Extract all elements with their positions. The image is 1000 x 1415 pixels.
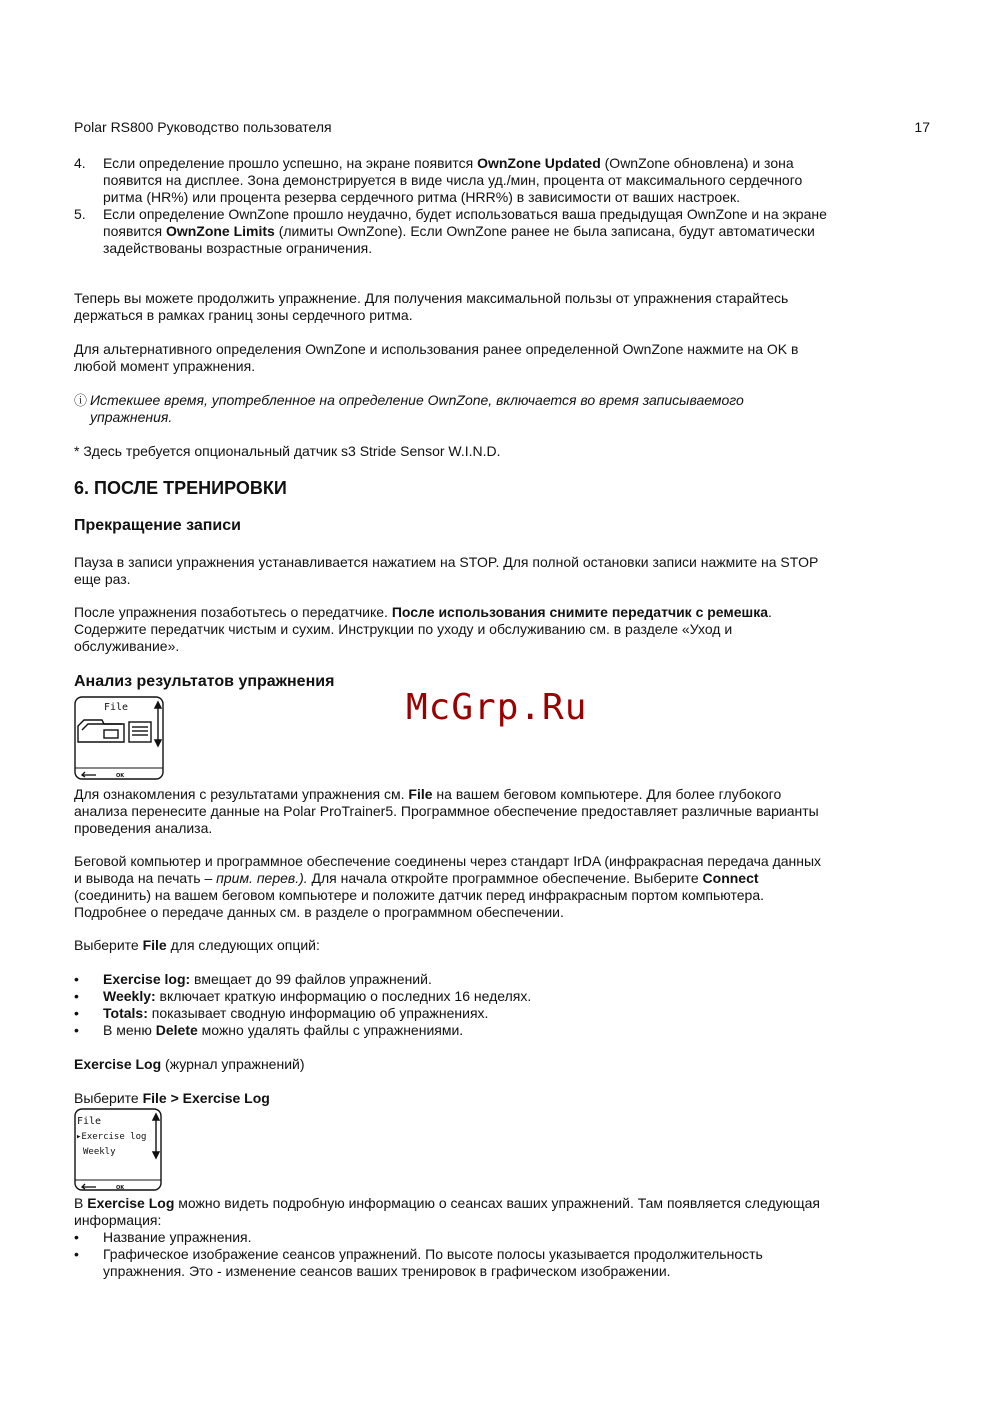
bullet-icon: • xyxy=(74,971,79,987)
paragraph-alternative: Для альтернативного определения OwnZone и использования ранее определенной OwnZone нажмите на OK в любой момент упражнения. xyxy=(74,341,799,374)
text-span: . Содержите передатчик чистым и сухим. Инструкции по уходу и обслуживанию см. в разделе «Уход и обслуживание». xyxy=(74,604,772,654)
text-span: Выберите xyxy=(74,937,143,953)
note-text: Истекшее время, употребленное на определение OwnZone, включается во время записываемого упражнения. xyxy=(90,392,744,425)
step-item xyxy=(74,155,844,206)
text-span: (журнал упражнений) xyxy=(161,1056,305,1072)
text-span: на вашем беговом компьютере. Для более глубокого анализа перенесите данные на Polar ProTrainer5. Программное обеспечение предоставляет различные варианты проведения анализа. xyxy=(74,786,819,836)
device-label-file: File xyxy=(104,702,129,713)
paragraph-file xyxy=(74,786,834,837)
file-options-list xyxy=(74,971,834,1039)
device-line-weekly: Weekly xyxy=(83,1147,116,1157)
text-span: Выберите xyxy=(74,1090,143,1106)
note xyxy=(74,392,814,426)
bullet-icon: • xyxy=(74,1022,79,1038)
info-icon: ⓘ xyxy=(74,393,88,408)
text-span: Для ознакомления с результатами упражнения см. xyxy=(74,786,409,802)
paragraph-stop: Пауза в записи упражнения устанавливается нажатием на STOP. Для полной остановки записи нажмите на STOP еще раз. xyxy=(74,554,819,587)
step-text: (OwnZone обновлена) и зона появится на дисплее. Зона демонстрируется в виде числа уд./мин, процента от максимального сердечного ритма (HR%) или процента резерва сердечного ритма (HRR%) в зависимости от ваших настроек. xyxy=(103,155,803,205)
text-span: Графическое изображение сеансов упражнений. По высоте полосы указывается продолжительность упражнения. Это - изменение сеансов ваших тренировок в графическом изображении. xyxy=(103,1246,763,1279)
paragraph-continue: Теперь вы можете продолжить упражнение. Для получения максимальной пользы от упражнения старайтесь держаться в рамках границ зоны сердечного ритма. xyxy=(74,290,789,323)
bold-span: Connect xyxy=(702,870,759,886)
text-span: В меню xyxy=(103,1022,156,1038)
text-span: можно удалять файлы с упражнениями. xyxy=(197,1022,464,1038)
bold-span: Exercise Log xyxy=(74,1056,162,1072)
list-item xyxy=(74,1246,834,1280)
ok-label: OK xyxy=(116,773,125,779)
step-number: 4. xyxy=(74,155,86,171)
text-span: Для начала откройте программное обеспечение. Выберите xyxy=(307,870,703,886)
step-item xyxy=(74,206,844,257)
subsection-title-stop: Прекращение записи xyxy=(74,517,241,534)
header-title: Polar RS800 Руководство пользователя xyxy=(74,119,332,135)
paragraph-log-info xyxy=(74,1195,834,1229)
text-span: После упражнения позаботьтесь о передатчике. xyxy=(74,604,392,620)
text-span: Беговой компьютер и программное обеспечение соединены через стандарт IrDA (инфракрасная передача данных и вывода на печать – xyxy=(74,853,822,886)
paragraph-select-file xyxy=(74,937,320,954)
step-number: 5. xyxy=(74,206,86,222)
text-span: можно видеть подробную информацию о сеансах ваших упражнений. Там появляется следующая информация: xyxy=(74,1195,821,1228)
paragraph-exercise-log xyxy=(74,1056,305,1073)
bold-span: File xyxy=(408,786,433,802)
paragraph-irda xyxy=(74,853,824,921)
bullet-icon: • xyxy=(74,988,79,1004)
step-text: Если определение OwnZone прошло неудачно, будет использоваться ваша предыдущая OwnZone и на экране появится xyxy=(103,206,827,239)
bullet-icon: • xyxy=(74,1246,79,1262)
text-span: (соединить) на вашем беговом компьютере и положите датчик перед инфракрасным портом компьютера. Подробнее о передаче данных см. в разделе о программном обеспечении. xyxy=(74,887,764,920)
bold-span: Weekly: xyxy=(103,988,156,1004)
bold-span: Delete xyxy=(155,1022,198,1038)
log-info-list xyxy=(74,1229,834,1280)
bullet-icon: • xyxy=(74,1005,79,1021)
text-span: показывает сводную информацию об упражнениях. xyxy=(147,1005,489,1021)
device-screen xyxy=(74,1108,164,1192)
section-title: 6. ПОСЛЕ ТРЕНИРОВКИ xyxy=(74,478,287,498)
bold-span: Exercise Log xyxy=(87,1195,175,1211)
device-line-exercise-log: ▸Exercise log xyxy=(76,1132,147,1142)
text-span: вмещает до 99 файлов упражнений. xyxy=(190,971,432,987)
footnote: * Здесь требуется опциональный датчик s3 Stride Sensor W.I.N.D. xyxy=(74,443,501,459)
ok-label: OK xyxy=(116,1185,125,1191)
paragraph-transmitter xyxy=(74,604,834,655)
list-item xyxy=(74,971,834,988)
page-number: 17 xyxy=(914,119,930,135)
subsection-title-analysis: Анализ результатов упражнения xyxy=(74,673,335,690)
list-item xyxy=(74,988,834,1005)
device-display-file xyxy=(74,696,164,780)
page-header xyxy=(74,119,930,135)
device-line-file: File xyxy=(77,1116,102,1127)
bold-span: File xyxy=(142,937,167,953)
device-screen xyxy=(74,696,164,780)
bullet-icon: • xyxy=(74,1229,79,1245)
device-display-exercise-log xyxy=(74,1108,164,1192)
text-span: для следующих опций: xyxy=(166,937,320,953)
bold-span: Totals: xyxy=(103,1005,148,1021)
list-item xyxy=(74,1022,834,1039)
italic-span: прим. перев.). xyxy=(216,870,308,886)
bold-span: После использования снимите передатчик с ремешка xyxy=(391,604,769,620)
step-bold: OwnZone Updated xyxy=(477,155,601,171)
steps-list xyxy=(74,155,844,257)
step-bold: OwnZone Limits xyxy=(165,223,275,239)
watermark: McGrp.Ru xyxy=(406,687,588,728)
bold-span: File > Exercise Log xyxy=(142,1090,270,1106)
text-span: включает краткую информацию о последних 16 неделях. xyxy=(155,988,532,1004)
text-span: Название упражнения. xyxy=(103,1229,252,1245)
list-item xyxy=(74,1005,834,1022)
list-item xyxy=(74,1229,834,1246)
step-text: (лимиты OwnZone). Если OwnZone ранее не была записана, будут автоматически задействованы возрастные ограничения. xyxy=(103,223,815,256)
step-text: Если определение прошло успешно, на экране появится xyxy=(103,155,478,171)
bold-span: Exercise log: xyxy=(103,971,191,987)
paragraph-choose xyxy=(74,1090,270,1107)
text-span: В xyxy=(74,1195,88,1211)
